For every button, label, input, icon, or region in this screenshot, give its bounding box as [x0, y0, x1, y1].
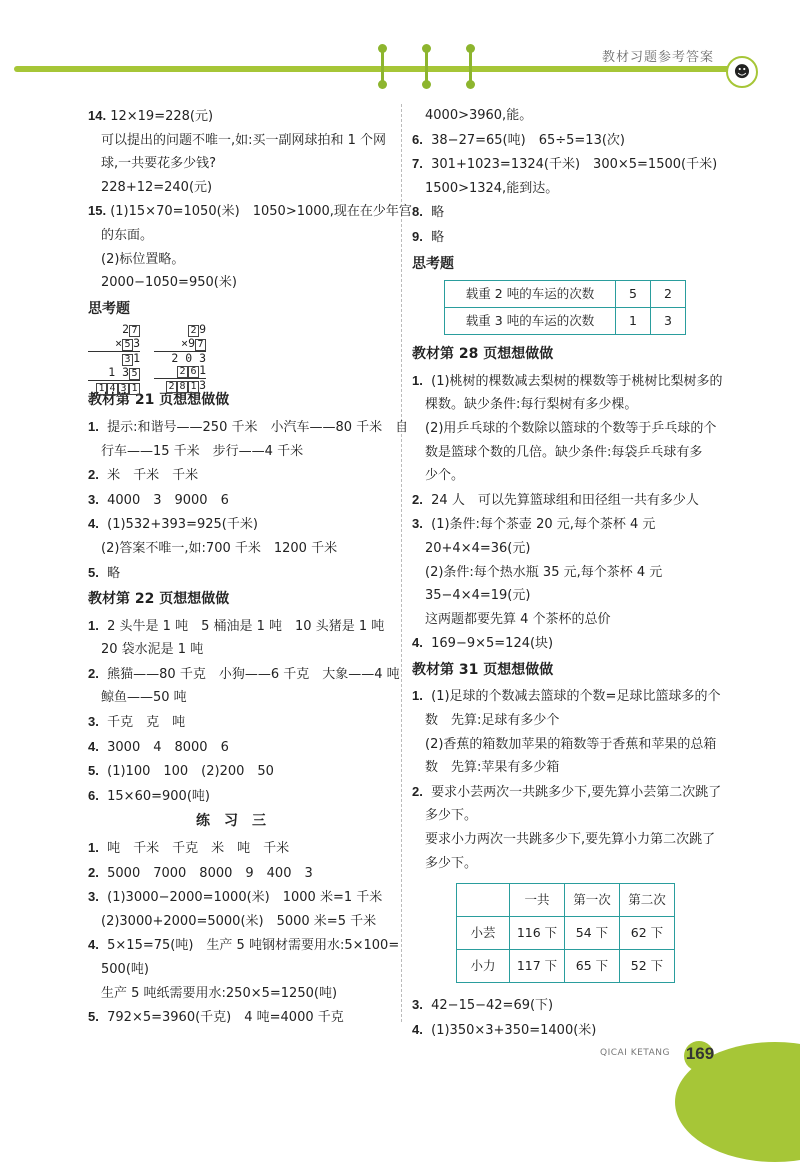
- answer-line: 2. 要求小芸两次一共跳多少下,要先算小芸第二次跳了: [412, 783, 722, 800]
- footer: [0, 1010, 800, 1090]
- answer-line: (2)用乒乓球的个数除以篮球的个数等于乒乓球的个: [425, 420, 717, 436]
- q15: 15. (1)15×70=1050(米) 1050>1000,现在在少年宫: [88, 203, 412, 220]
- answer-line: (2)条件:每个热水瓶 35 元,每个茶杯 4 元: [425, 564, 663, 580]
- answer-line: 4. 3000 4 8000 6: [88, 738, 229, 755]
- answer-line: 2. 5000 7000 8000 9 400 3: [88, 864, 313, 881]
- answer-line: 球,一共要花多少钱?: [101, 156, 217, 172]
- answer-line: 9. 略: [412, 228, 445, 245]
- section-title: 教材第 21 页想想做做: [88, 392, 230, 409]
- answer-line: 1. 2 头牛是 1 吨 5 桶油是 1 吨 10 头猪是 1 吨: [88, 617, 385, 634]
- answer-line: 数是篮球个数的几倍。缺少条件:每袋乒乓球有多: [425, 444, 703, 460]
- answer-line: 6. 38−27=65(吨) 65÷5=13(次): [412, 131, 625, 148]
- answer-line: 3. 4000 3 9000 6: [88, 491, 229, 508]
- answer-line: 1500>1324,能到达。: [425, 180, 559, 196]
- answer-line: 的东面。: [101, 227, 154, 243]
- answer-line: 3. 千克 克 吨: [88, 714, 186, 731]
- section-title: 教材第 31 页想想做做: [412, 661, 554, 678]
- answer-line: 2. 米 千米 千米: [88, 467, 199, 484]
- table-row: 小芸 116 下 54 下 62 下: [457, 917, 675, 950]
- answer-line: 3. 42−15−42=69(下): [412, 997, 554, 1014]
- answer-line: 少个。: [425, 468, 465, 484]
- answer-line: 2000−1050=950(米): [101, 275, 237, 291]
- table-row: 小力 117 下 65 下 52 下: [457, 950, 675, 983]
- answer-line: 4. 169−9×5=124(块): [412, 635, 554, 652]
- answer-line: 5. 792×5=3960(千克) 4 吨=4000 千克: [88, 1009, 344, 1026]
- binder-clip-icon: [378, 44, 386, 88]
- answer-line: 4. (1)350×3+350=1400(米): [412, 1021, 597, 1038]
- answer-line: 1. (1)桃树的棵数减去梨树的棵数等于桃树比梨树多的: [412, 372, 723, 389]
- answer-line: 要求小力两次一共跳多少下,要先算小力第二次跳了: [425, 832, 716, 848]
- binder-clip-icon: [422, 44, 430, 88]
- answer-line: 3. (1)3000−2000=1000(米) 1000 米=1 千米: [88, 889, 383, 906]
- header-title: 教材习题参考答案: [602, 50, 715, 65]
- answer-line: 35−4×4=19(元): [425, 588, 531, 604]
- answer-line: 4. 5×15=75(吨) 生产 5 吨钢材需要用水:5×100=: [88, 937, 400, 954]
- trips-table: [444, 280, 686, 335]
- answer-line: 1. 提示:和谐号——250 千米 小汽车——80 千米 自: [88, 418, 409, 435]
- binder-clip-icon: [466, 44, 474, 88]
- jump-table: [456, 883, 675, 983]
- answer-line: 500(吨): [101, 962, 149, 977]
- section-title: 教材第 22 页想想做做: [88, 591, 230, 608]
- answer-line: 5. 略: [88, 564, 121, 581]
- section-title: 思考题: [412, 255, 454, 272]
- mascot-icon: ☻: [726, 56, 758, 88]
- answer-line: 228+12=240(元): [101, 179, 213, 195]
- answer-line: 多少下。: [425, 855, 478, 871]
- page-number: 169: [685, 1044, 715, 1063]
- column-divider: [401, 104, 402, 1022]
- answer-line: 5. (1)100 100 (2)200 50: [88, 763, 274, 780]
- table-row: 载重 3 吨的车运的次数 1 3: [445, 308, 686, 335]
- answer-line: 生产 5 吨纸需要用水:250×5=1250(吨): [101, 985, 338, 1001]
- table-row: 载重 2 吨的车运的次数 5 2: [445, 281, 686, 308]
- vertical-multiplication: 2 7 × 5 3 3 1 1 3 5 1 4 3 1 2 9 ×9 7 2 0 3 2 6 1 2 8 1 3: [88, 323, 388, 385]
- answer-line: 鲸鱼——50 吨: [101, 690, 187, 706]
- section-title: 教材第 28 页想想做做: [412, 346, 554, 363]
- answer-line: 4. (1)532+393=925(千米): [88, 516, 258, 533]
- answer-line: 行车——15 千米 步行——4 千米: [101, 443, 304, 459]
- answer-line: 可以提出的问题不唯一,如:买一副网球拍和 1 个网: [101, 132, 387, 148]
- answer-line: (2)标位置略。: [101, 251, 185, 267]
- answer-line: 2. 熊猫——80 千克 小狗——6 千克 大象——4 吨: [88, 665, 400, 682]
- left-column: [88, 104, 412, 1030]
- answer-line: 3. (1)条件:每个茶壶 20 元,每个茶杯 4 元: [412, 516, 656, 533]
- answer-line: (2)答案不唯一,如:700 千米 1200 千米: [101, 540, 338, 556]
- answer-line: 6. 15×60=900(吨): [88, 787, 210, 804]
- answer-line: 8. 略: [412, 204, 445, 221]
- answer-line: (2)3000+2000=5000(米) 5000 米=5 千米: [101, 913, 377, 929]
- table-header-row: 一共 第一次 第二次: [457, 884, 675, 917]
- answer-line: 4000>3960,能。: [425, 108, 533, 123]
- right-column: [412, 104, 732, 1042]
- answer-line: 棵数。缺少条件:每行梨树有多少棵。: [425, 397, 638, 413]
- answer-line: 1. (1)足球的个数减去篮球的个数=足球比篮球多的个: [412, 688, 721, 705]
- section-title: 思考题: [88, 300, 130, 317]
- answer-line: 7. 301+1023=1324(千米) 300×5=1500(千米): [412, 156, 718, 173]
- answer-line: 2. 24 人 可以先算篮球组和田径组一共有多少人: [412, 491, 699, 508]
- answer-line: 数 先算:苹果有多少箱: [425, 760, 560, 776]
- answer-line: (2)香蕉的箱数加苹果的箱数等于香蕉和苹果的总箱: [425, 736, 717, 752]
- answer-line: 20 袋水泥是 1 吨: [101, 642, 204, 658]
- section-title: 练习三: [196, 813, 280, 830]
- q14: 14. 12×19=228(元): [88, 108, 214, 124]
- answer-line: 20+4×4=36(元): [425, 540, 531, 556]
- answer-line: 1. 吨 千米 千克 米 吨 千米: [88, 840, 290, 857]
- answer-line: 多少下。: [425, 808, 478, 824]
- answer-line: 这两题都要先算 4 个茶杯的总价: [425, 611, 611, 627]
- footer-brand: QICAI KETANG: [600, 1048, 670, 1058]
- answer-line: 数 先算:足球有多少个: [425, 713, 560, 729]
